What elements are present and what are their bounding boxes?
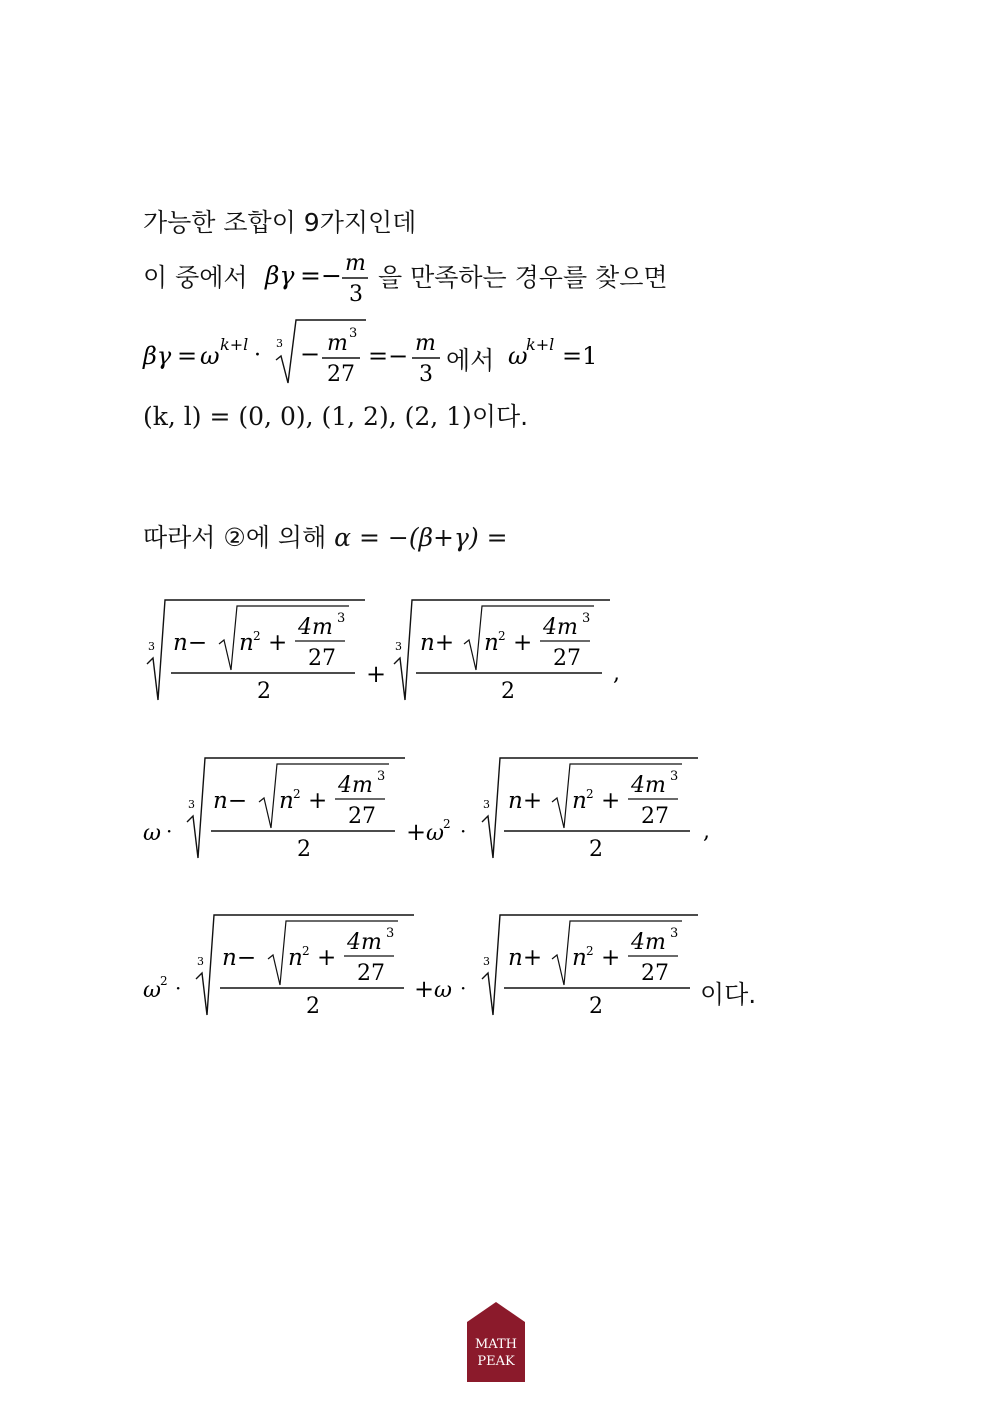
m-cubed-exp: 3 bbox=[349, 326, 358, 341]
svg-text:4m: 4m bbox=[543, 615, 578, 640]
svg-text:+: + bbox=[601, 945, 621, 971]
line3-mid-wrap bbox=[446, 341, 494, 377]
svg-text:3: 3 bbox=[386, 926, 395, 941]
alpha-expression: α = −(β+γ) = bbox=[334, 523, 508, 552]
m-numerator: m bbox=[345, 251, 366, 276]
eq-minus-symbol: =− bbox=[300, 261, 342, 290]
pairs-formula: (k, l) = (0, 0), (1, 2), (2, 1) bbox=[143, 402, 472, 431]
three-denominator: 3 bbox=[349, 282, 363, 307]
comma-2: , bbox=[703, 819, 710, 844]
svg-text:n−: n− bbox=[222, 945, 257, 971]
svg-text:n: n bbox=[572, 788, 587, 814]
omega-symbol-2: ω bbox=[508, 342, 528, 370]
svg-text:n−: n− bbox=[213, 788, 248, 814]
svg-text:27: 27 bbox=[641, 961, 669, 986]
equals-one: =1 bbox=[562, 342, 598, 370]
svg-text:27: 27 bbox=[641, 804, 669, 829]
svg-text:PEAK: PEAK bbox=[477, 1354, 515, 1369]
line3-mid-text: 에서 bbox=[446, 346, 495, 375]
svg-text:·: · bbox=[166, 819, 173, 843]
pairs-tail: 이다. bbox=[471, 402, 529, 431]
root-term-2b bbox=[482, 758, 698, 862]
svg-text:27: 27 bbox=[348, 804, 376, 829]
svg-text:4m: 4m bbox=[338, 773, 373, 798]
svg-text:n+: n+ bbox=[508, 945, 543, 971]
svg-text:ω: ω bbox=[143, 821, 161, 846]
svg-text:+: + bbox=[406, 818, 427, 846]
condition-suffix-wrap bbox=[378, 258, 668, 294]
svg-text:2: 2 bbox=[501, 679, 515, 704]
svg-text:+: + bbox=[308, 788, 328, 814]
svg-text:·: · bbox=[175, 976, 182, 1000]
svg-text:27: 27 bbox=[308, 646, 336, 671]
svg-text:3: 3 bbox=[188, 798, 195, 811]
twenty-seven-denominator: 27 bbox=[327, 362, 355, 387]
svg-text:=: = bbox=[177, 342, 198, 370]
text-line-condition bbox=[143, 258, 248, 294]
alpha-line bbox=[143, 518, 508, 554]
m-num-2: m bbox=[415, 331, 436, 356]
svg-text:ω: ω bbox=[143, 978, 161, 1003]
svg-text:+: + bbox=[317, 945, 337, 971]
root-term-1b bbox=[394, 600, 610, 704]
omega-symbol: ω bbox=[200, 342, 220, 370]
eq3-tail-wrap bbox=[700, 975, 756, 1011]
svg-text:27: 27 bbox=[357, 961, 385, 986]
svg-text:2: 2 bbox=[306, 994, 320, 1019]
svg-text:3: 3 bbox=[483, 798, 490, 811]
beta-gamma-symbol: βγ bbox=[265, 261, 295, 290]
math-peak-logo bbox=[467, 1302, 525, 1382]
svg-text:n+: n+ bbox=[420, 630, 455, 656]
svg-text:3: 3 bbox=[197, 955, 204, 968]
svg-text:2: 2 bbox=[293, 787, 301, 801]
svg-text:3: 3 bbox=[148, 640, 155, 653]
svg-text:4m: 4m bbox=[631, 930, 666, 955]
comma-1: , bbox=[613, 661, 620, 686]
svg-text:3: 3 bbox=[483, 955, 490, 968]
svg-text:3: 3 bbox=[395, 640, 402, 653]
svg-text:n+: n+ bbox=[508, 788, 543, 814]
svg-text:+: + bbox=[513, 630, 533, 656]
alpha-prefix: 따라서 bbox=[143, 523, 216, 552]
m-cubed-num: m bbox=[327, 331, 348, 356]
condition-suffix: 을 만족하는 경우를 찾으면 bbox=[378, 263, 668, 292]
svg-text:n−: n− bbox=[173, 630, 208, 656]
svg-text:4m: 4m bbox=[298, 615, 333, 640]
svg-text:n: n bbox=[484, 630, 499, 656]
svg-text:3: 3 bbox=[582, 611, 591, 626]
beta-gamma-eq-m3 bbox=[264, 251, 368, 307]
root-term-3b bbox=[482, 915, 698, 1019]
svg-text:−: − bbox=[300, 340, 321, 368]
svg-text:n: n bbox=[572, 945, 587, 971]
exponent-k-plus-l-2: k+l bbox=[526, 335, 555, 354]
svg-text:·: · bbox=[460, 819, 467, 843]
svg-text:3: 3 bbox=[670, 926, 679, 941]
svg-text:ω: ω bbox=[426, 821, 444, 846]
eq3-tail: 이다. bbox=[700, 980, 757, 1009]
svg-text:n: n bbox=[288, 945, 303, 971]
beta-gamma-symbol-2: βγ bbox=[143, 342, 172, 370]
svg-text:MATH: MATH bbox=[475, 1337, 517, 1352]
svg-text:2: 2 bbox=[297, 837, 311, 862]
svg-text:·: · bbox=[460, 976, 467, 1000]
svg-text:4m: 4m bbox=[631, 773, 666, 798]
svg-text:2: 2 bbox=[160, 974, 168, 988]
svg-text:3: 3 bbox=[670, 769, 679, 784]
combinations-text: 가능한 조합이 9가지인데 bbox=[143, 208, 417, 237]
exponent-k-plus-l: k+l bbox=[220, 335, 249, 354]
svg-text:2: 2 bbox=[589, 994, 603, 1019]
svg-text:+: + bbox=[414, 975, 435, 1003]
eq-minus-2: =− bbox=[368, 342, 409, 370]
pairs-line bbox=[143, 397, 528, 433]
root-index: 3 bbox=[276, 337, 283, 350]
svg-text:+: + bbox=[366, 660, 387, 688]
svg-text:3: 3 bbox=[337, 611, 346, 626]
svg-text:27: 27 bbox=[553, 646, 581, 671]
svg-text:n: n bbox=[279, 788, 294, 814]
svg-text:ω: ω bbox=[434, 978, 452, 1003]
svg-text:3: 3 bbox=[377, 769, 386, 784]
root-term-1a bbox=[147, 600, 365, 704]
svg-text:2: 2 bbox=[586, 787, 594, 801]
condition-prefix: 이 중에서 bbox=[143, 263, 248, 292]
svg-text:+: + bbox=[601, 788, 621, 814]
svg-text:2: 2 bbox=[253, 629, 261, 643]
equation-ref: ②에 의해 bbox=[223, 523, 327, 552]
text-line-combinations bbox=[143, 203, 416, 239]
svg-text:+: + bbox=[268, 630, 288, 656]
root-term-2a bbox=[187, 758, 405, 862]
svg-text:n: n bbox=[239, 630, 254, 656]
svg-text:2: 2 bbox=[498, 629, 506, 643]
svg-text:2: 2 bbox=[586, 944, 594, 958]
svg-text:2: 2 bbox=[302, 944, 310, 958]
svg-text:2: 2 bbox=[257, 679, 271, 704]
dot-symbol: · bbox=[254, 343, 261, 368]
svg-text:4m: 4m bbox=[347, 930, 382, 955]
three-den-2: 3 bbox=[419, 362, 433, 387]
svg-text:2: 2 bbox=[589, 837, 603, 862]
root-term-3a bbox=[196, 915, 414, 1019]
svg-text:2: 2 bbox=[443, 817, 451, 831]
